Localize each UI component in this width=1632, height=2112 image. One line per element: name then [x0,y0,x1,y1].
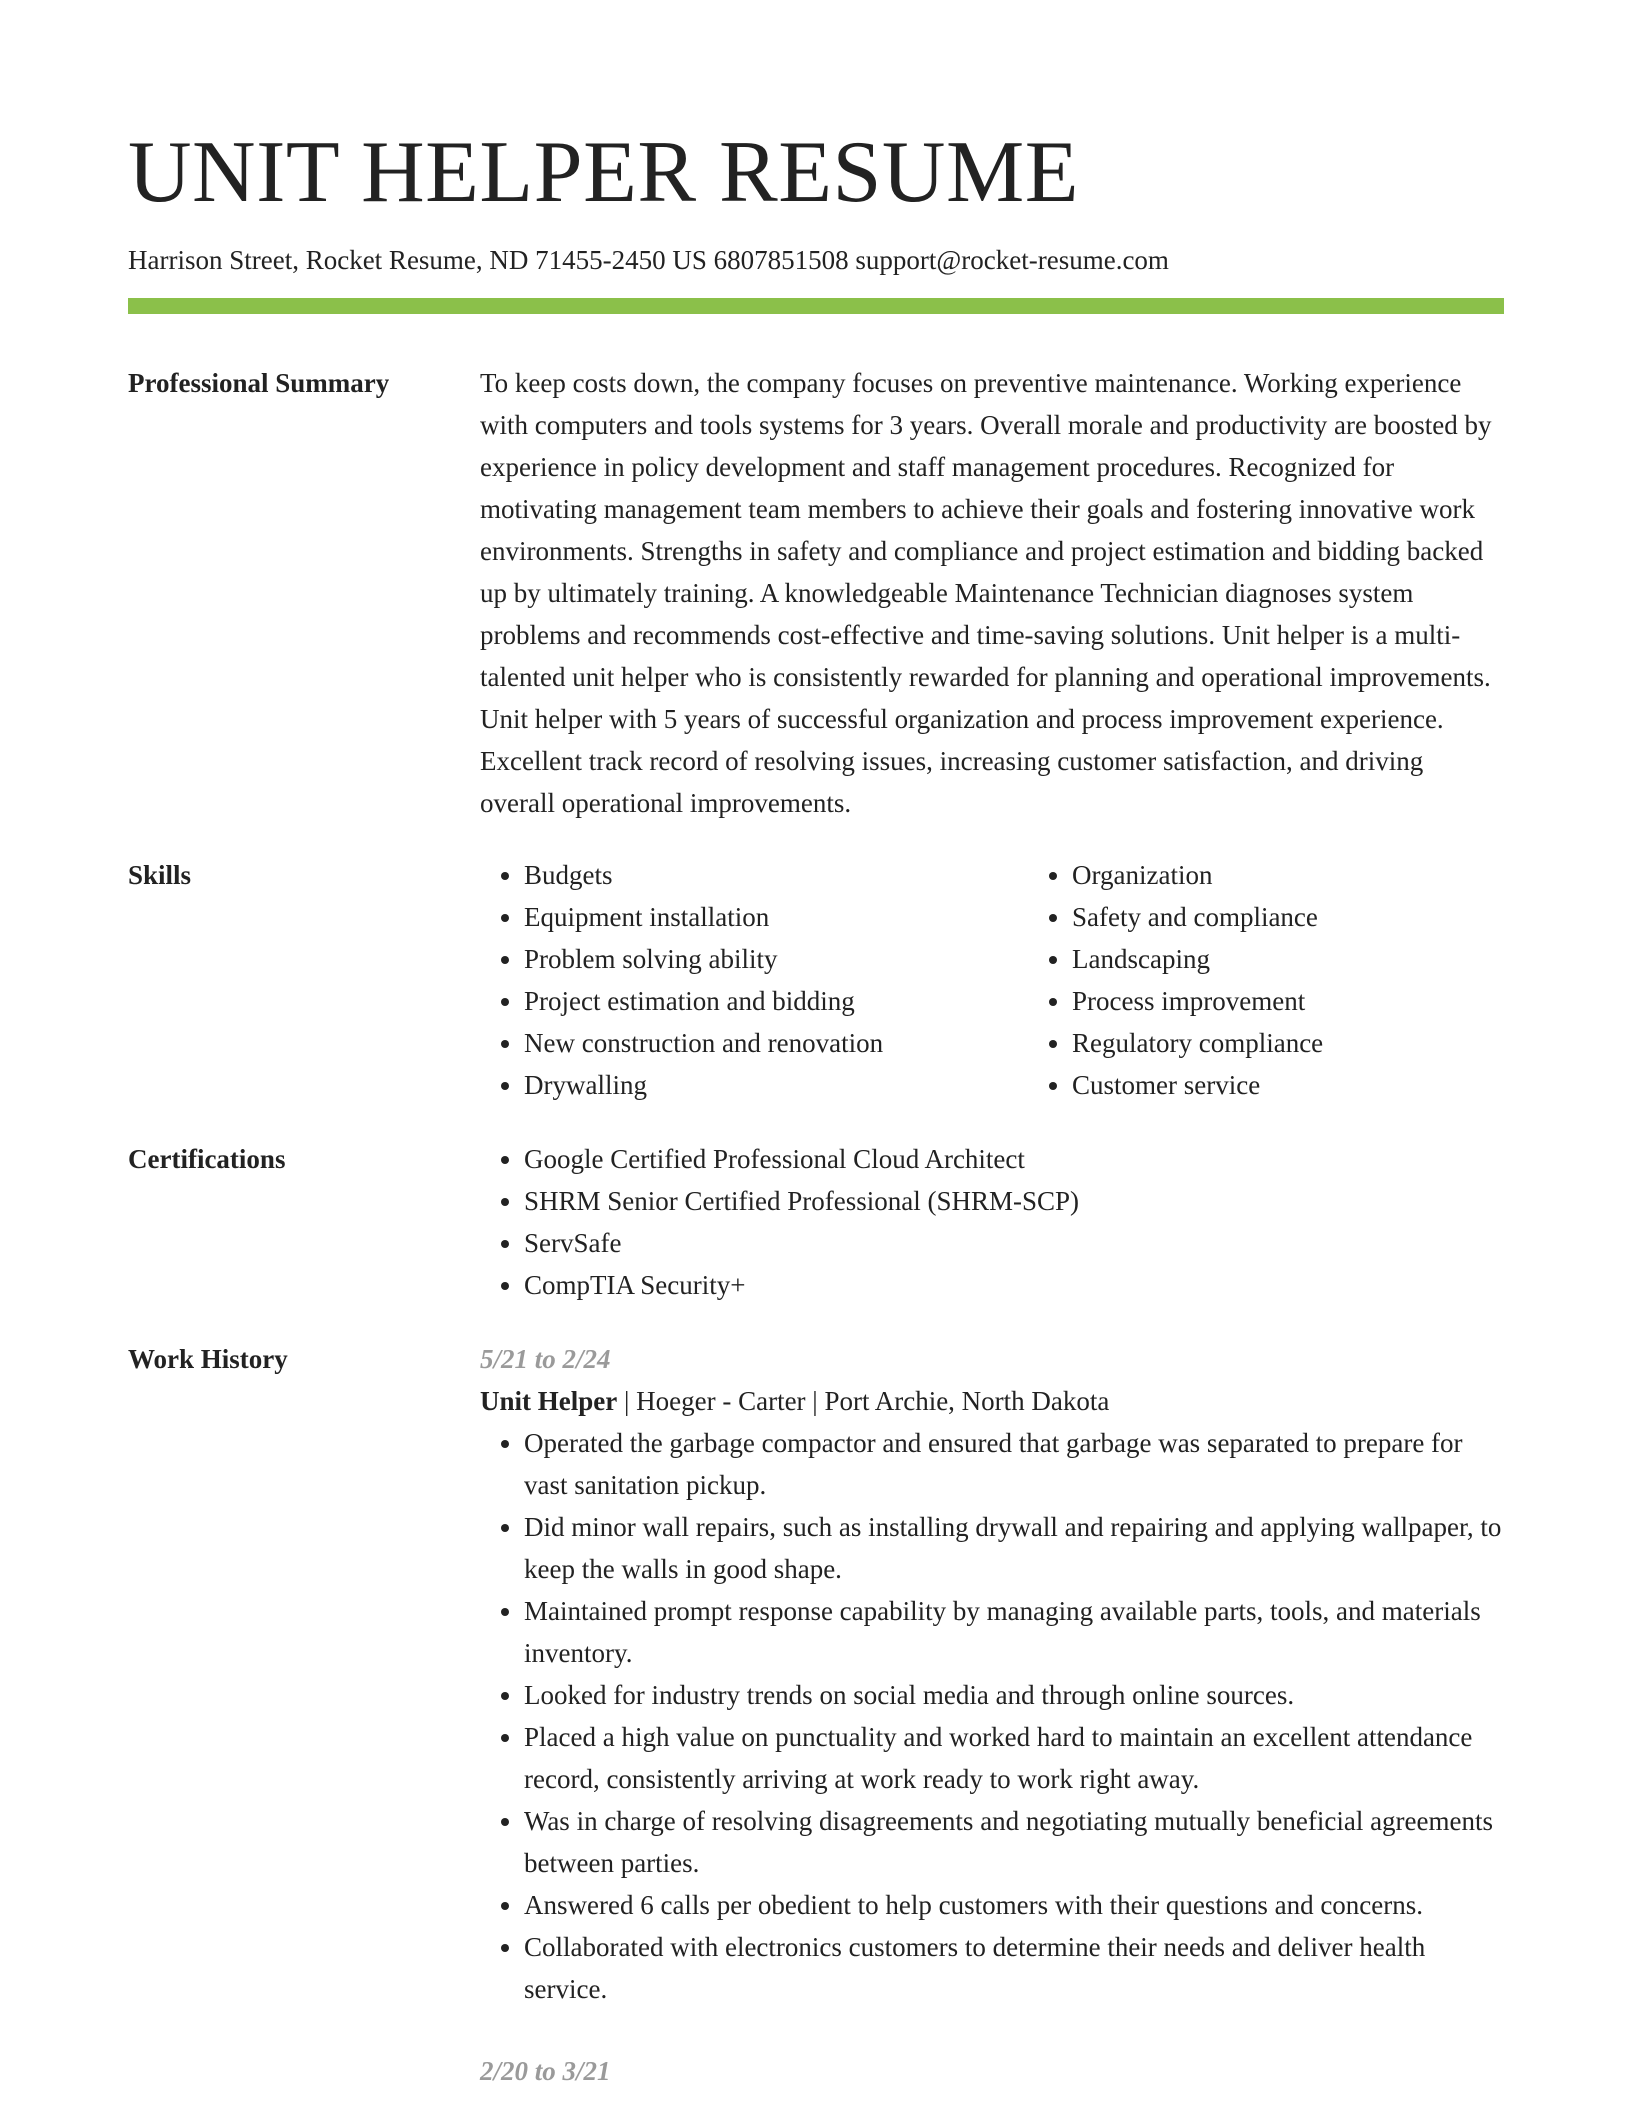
skill-item: • Process improvement [1072,980,1576,1022]
skill-item: • Problem solving ability [524,938,1028,980]
work-history-section [128,1338,1504,2092]
job-bullets [480,1422,1504,2010]
contact-line: Harrison Street, Rocket Resume, ND 71455-2450 US 6807851508 support@rocket-resume.com [128,245,1169,275]
skill-item: • Landscaping [1072,938,1576,980]
summary-section [128,362,1504,824]
job-bullet: • Operated the garbage compactor and ensured that garbage was separated to prepare for vast sanitation pickup. [524,1422,1504,1506]
job-title-line [480,1380,1504,1422]
job-entry [480,2050,1504,2092]
skill-item: • Equipment installation [524,896,1028,938]
job-dates: 2/20 to 3/21 [480,2056,611,2086]
certification-item: • SHRM Senior Certified Professional (SHRM-SCP) [524,1180,1504,1222]
certification-item: • ServSafe [524,1222,1504,1264]
job-title: Unit Helper [480,1386,618,1416]
skill-item: • New construction and renovation [524,1022,1028,1064]
skill-item: • Project estimation and bidding [524,980,1028,1022]
skill-item: • Regulatory compliance [1072,1022,1576,1064]
accent-divider [128,298,1504,314]
skills-list-left [480,854,1028,1106]
skill-item: • Safety and compliance [1072,896,1576,938]
skill-item: • Budgets [524,854,1028,896]
job-bullet: • Looked for industry trends on social media and through online sources. [524,1674,1504,1716]
work-history-heading: Work History [128,1344,288,1374]
skill-item: • Organization [1072,854,1576,896]
job-dates: 5/21 to 2/24 [480,1344,611,1374]
summary-heading: Professional Summary [128,368,390,398]
skills-body [480,854,1576,1106]
skills-heading: Skills [128,860,192,890]
summary-text: To keep costs down, the company focuses on preventive maintenance. Working experience with computers and tools systems for 3 years. Overall morale and productivity are boosted by experience in policy development and staff management procedures. Recognized for motivating management team members to achieve their goals and fostering innovative work environments. Strengths in safety and compliance and project estimation and bidding backed up by ultimately training. A knowledgeable Maintenance Technician diagnoses system problems and recommends cost-effective and time-saving solutions. Unit helper is a multi-talented unit helper who is consistently rewarded for planning and operational improvements. Unit helper with 5 years of successful organization and process improvement experience. Excellent track record of resolving issues, increasing customer satisfaction, and driving overall operational improvements. [480,368,1492,818]
skills-section [128,854,1504,1106]
job-details: | Hoeger - Carter | Port Archie, North Dakota [617,1386,1110,1416]
skills-list-right [1028,854,1576,1106]
job-bullet: • Maintained prompt response capability by managing available parts, tools, and materials inventory. [524,1590,1504,1674]
job-bullet: • Collaborated with electronics customers to determine their needs and deliver health service. [524,1926,1504,2010]
skill-item: • Customer service [1072,1064,1576,1106]
job-bullet: • Placed a high value on punctuality and worked hard to maintain an excellent attendance record, consistently arriving at work ready to work right away. [524,1716,1504,1800]
job-bullet: • Was in charge of resolving disagreements and negotiating mutually beneficial agreements between parties. [524,1800,1504,1884]
certifications-body [480,1138,1504,1306]
certifications-section [128,1138,1504,1306]
certification-item: • CompTIA Security+ [524,1264,1504,1306]
job-bullet: • Did minor wall repairs, such as installing drywall and repairing and applying wallpaper, to keep the walls in good shape. [524,1506,1504,1590]
summary-body [480,362,1504,824]
job-bullet: • Answered 6 calls per obedient to help customers with their questions and concerns. [524,1884,1504,1926]
certification-item: • Google Certified Professional Cloud Architect [524,1138,1504,1180]
skill-item: • Drywalling [524,1064,1028,1106]
resume-title: UNIT HELPER RESUME [128,124,1079,221]
certifications-heading: Certifications [128,1144,286,1174]
work-history-body [480,1338,1504,2092]
certifications-list [480,1138,1504,1306]
job-entry [480,1338,1504,2010]
resume-page [128,0,1504,2092]
